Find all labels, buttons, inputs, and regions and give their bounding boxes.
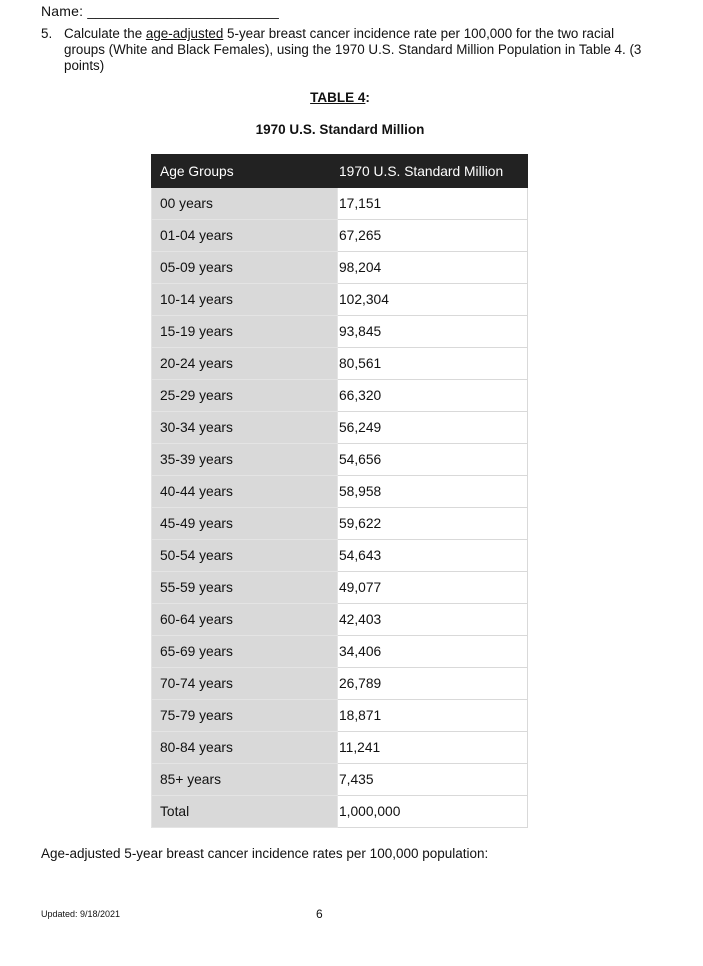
age-group-cell: 20-24 years	[152, 348, 338, 380]
population-cell: 54,656	[338, 444, 528, 476]
question-text	[64, 26, 644, 74]
table-row	[152, 764, 528, 796]
table-row	[152, 220, 528, 252]
question-text-underlined: age-adjusted	[145, 26, 224, 41]
age-group-cell: 65-69 years	[152, 636, 338, 668]
table-row	[152, 444, 528, 476]
age-group-cell: 15-19 years	[152, 316, 338, 348]
population-cell: 56,249	[338, 412, 528, 444]
population-cell: 102,304	[338, 284, 528, 316]
table-row	[152, 348, 528, 380]
population-cell: 34,406	[338, 636, 528, 668]
population-cell: 58,958	[338, 476, 528, 508]
population-cell: 98,204	[338, 252, 528, 284]
table-row	[152, 540, 528, 572]
standard-million-table	[151, 154, 528, 828]
table-row	[152, 284, 528, 316]
age-group-cell: 50-54 years	[152, 540, 338, 572]
table-row	[152, 188, 528, 220]
page-number: 6	[316, 907, 323, 921]
table-subtitle: 1970 U.S. Standard Million	[255, 122, 425, 137]
table-row	[152, 476, 528, 508]
population-cell: 93,845	[338, 316, 528, 348]
table-row	[152, 636, 528, 668]
age-group-cell: 55-59 years	[152, 572, 338, 604]
footer-updated-date: Updated: 9/18/2021	[41, 909, 121, 919]
table-row	[152, 380, 528, 412]
population-cell: 26,789	[338, 668, 528, 700]
population-cell: 1,000,000	[338, 796, 528, 828]
population-cell: 59,622	[338, 508, 528, 540]
age-group-cell: 75-79 years	[152, 700, 338, 732]
table-row	[152, 700, 528, 732]
table-row	[152, 572, 528, 604]
name-field-label: Name: ________________________	[41, 3, 279, 19]
population-cell: 54,643	[338, 540, 528, 572]
age-group-cell: 35-39 years	[152, 444, 338, 476]
table-label-suffix: :	[365, 90, 370, 105]
population-cell: 66,320	[338, 380, 528, 412]
table-row	[152, 252, 528, 284]
population-cell: 80,561	[338, 348, 528, 380]
table-label-text: TABLE 4	[310, 90, 366, 105]
table-row	[152, 604, 528, 636]
age-group-cell: 80-84 years	[152, 732, 338, 764]
age-group-cell: 40-44 years	[152, 476, 338, 508]
table-body	[152, 188, 528, 828]
question-number: 5.	[41, 26, 53, 41]
table-row	[152, 796, 528, 828]
population-cell: 17,151	[338, 188, 528, 220]
age-group-cell: Total	[152, 796, 338, 828]
age-group-cell: 60-64 years	[152, 604, 338, 636]
age-group-cell: 70-74 years	[152, 668, 338, 700]
table-row	[152, 412, 528, 444]
population-cell: 18,871	[338, 700, 528, 732]
age-group-cell: 45-49 years	[152, 508, 338, 540]
population-cell: 11,241	[338, 732, 528, 764]
answer-prompt: Age-adjusted 5-year breast cancer incidence rates per 100,000 population:	[41, 846, 489, 861]
table-row	[152, 732, 528, 764]
population-cell: 67,265	[338, 220, 528, 252]
question-text-before: Calculate the	[64, 26, 146, 41]
column-header-age-groups: Age Groups	[152, 155, 338, 188]
question-text-after: 5-year breast cancer incidence rate per 100,000 for the two racial groups (White and Black Females), using the 1970 U.S. Standard Million Population in Table 4. (3 points)	[64, 26, 642, 73]
population-cell: 42,403	[338, 604, 528, 636]
age-group-cell: 00 years	[152, 188, 338, 220]
age-group-cell: 05-09 years	[152, 252, 338, 284]
table-header-row	[152, 155, 528, 188]
age-group-cell: 10-14 years	[152, 284, 338, 316]
population-cell: 7,435	[338, 764, 528, 796]
table-row	[152, 668, 528, 700]
age-group-cell: 25-29 years	[152, 380, 338, 412]
age-group-cell: 85+ years	[152, 764, 338, 796]
column-header-standard-million: 1970 U.S. Standard Million	[338, 155, 528, 188]
table-row	[152, 508, 528, 540]
age-group-cell: 01-04 years	[152, 220, 338, 252]
population-cell: 49,077	[338, 572, 528, 604]
age-group-cell: 30-34 years	[152, 412, 338, 444]
table-row	[152, 316, 528, 348]
table-label	[0, 90, 680, 105]
